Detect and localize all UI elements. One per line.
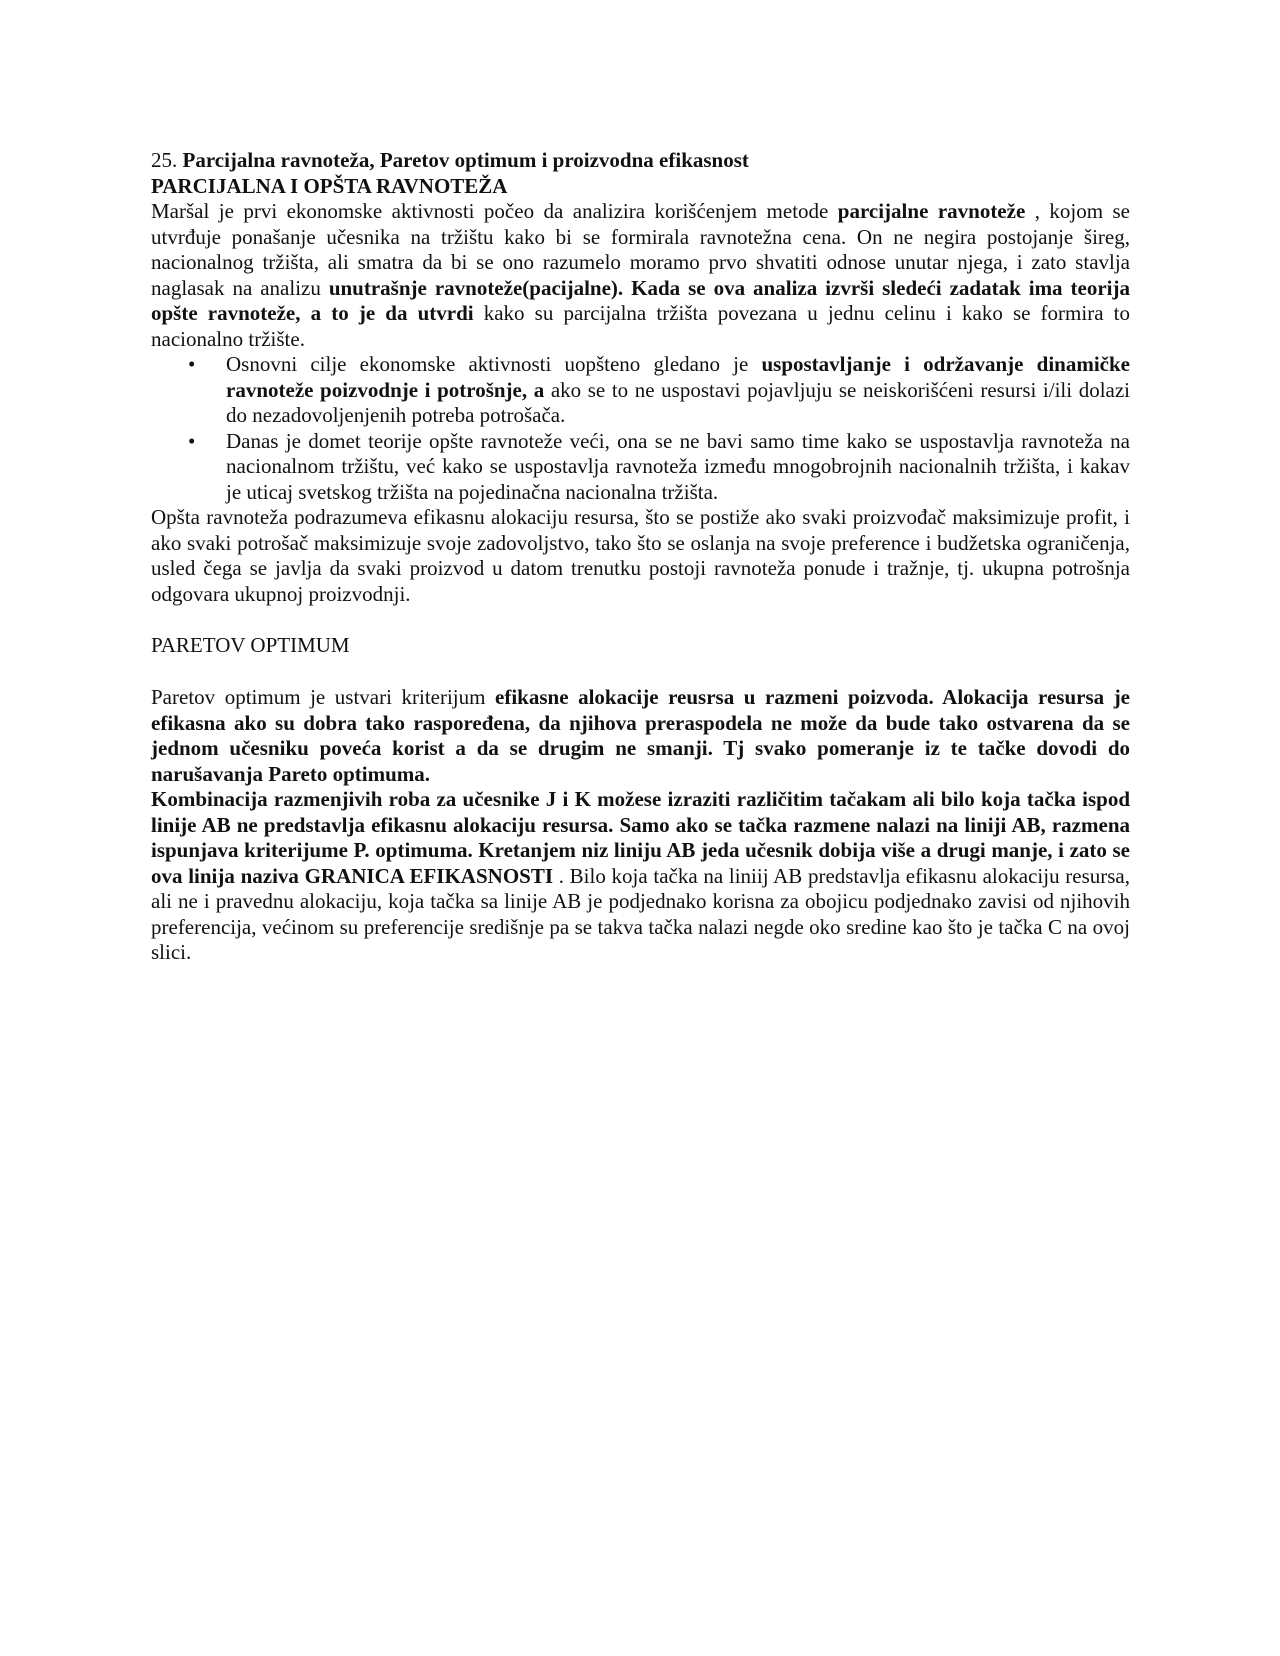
spacer	[151, 658, 1130, 685]
paragraph-marshall: Maršal je prvi ekonomske aktivnosti počeo da analizira korišćenjem metode parcijalne ravnoteže , kojom se utvrđuje ponašanje učesnika na tržištu kako bi se formirala ravnotežna cena. On ne negira postojanje šireg, nacionalnog tržišta, ali smatra da bi se ono razumelo moramo prvo shvatiti odnose unutar njega, i zato stavlja naglasak na analizu unutrašnje ravnoteže(pacijalne). Kada se ova analiza izvrši sledeći zadatak ima teorija opšte ravnoteže, a to je da utvrdi kako su parcijalna tržišta povezana u jednu celinu i kako se formira to nacionalno tržište.	[151, 199, 1130, 351]
spacer	[151, 607, 1130, 633]
section-title-partial-general-equilibrium: PARCIJALNA I OPŠTA RAVNOTEŽA	[151, 173, 508, 198]
bullet-icon: •	[188, 352, 196, 376]
document-heading	[151, 148, 1130, 174]
paragraph-efficiency-frontier: Kombinacija razmenjivih roba za učesnike J i K možese izraziti različitim tačakam ali bilo koja tačka ispod linije AB ne predstavlja efikasnu alokaciju resursa. Samo ako se tačka razmene nalazi na liniji AB, razmena ispunjava kriterijume P. optimuma. Kretanjem niz liniju AB jeda učesnik dobija više a drugi manje, i zato se ova linija naziva GRANICA EFIKASNOSTI . Bilo koja tačka na liniij AB predstavlja efikasnu alokaciju resursa, ali ne i pravednu alokaciju, koja tačka sa linije AB je podjednako korisna za obojicu podjednako zavisi od njihovih preferencija, većinom su preferencije središnje pa se takva tačka nalazi negde oko sredine kao što je tačka C na ovoj slici.	[151, 787, 1130, 964]
heading-number: 25.	[151, 148, 178, 172]
heading-title: Parcijalna ravnoteža, Paretov optimum i proizvodna efikasnost	[182, 148, 749, 172]
list-item: • Osnovni cilje ekonomske aktivnosti uopšteno gledano je uspostavljanje i održavanje dinamičke ravnoteže poizvodnje i potrošnje, a ako se to ne uspostavi pojavljuju se neiskorišćeni resursi i/ili dolazi do nezadovoljenjenih potreba potrošača.	[188, 352, 1131, 427]
paragraph-general-equilibrium: Opšta ravnoteža podrazumeva efikasnu alokaciju resursa, što se postiže ako svaki proizvođač maksimizuje profit, i ako svaki potrošač maksimizuje svoje zadovoljstvo, tako što se oslanja na svoje preference i budžetska ograničenja, usled čega se javlja da svaki proizvod u datom trenutku postoji ravnoteža ponude i tražnje, tj. ukupna potrošnja odgovara ukupnoj proizvodnji.	[151, 505, 1130, 606]
paragraph-pareto-definition: Paretov optimum je ustvari kriterijum efikasne alokacije reusrsa u razmeni poizvoda. Alokacija resursa je efikasna ako su dobra tako raspoređena, da njihova preraspodela ne može da bude tako ostvarena da se jednom učesniku poveća korist a da se drugim ne smanji. Tj svako pomeranje iz te tačke dovodi do narušavanja Pareto optimuma.	[151, 685, 1131, 786]
bullet-icon: •	[188, 428, 196, 453]
bullet-list	[151, 352, 1130, 505]
section-title-pareto-optimum: PARETOV OPTIMUM	[151, 632, 350, 657]
document-page	[151, 148, 1130, 966]
list-item: • Danas je domet teorije opšte ravnoteže veći, ona se ne bavi samo time kako se uspostavlja ravnoteža na nacionalnom tržištu, već kako se uspostavlja ravnoteža između mnogobrojnih nacionalnih tržišta, i kakav je uticaj svetskog tržišta na pojedinačna nacionalna tržišta.	[188, 428, 1130, 504]
